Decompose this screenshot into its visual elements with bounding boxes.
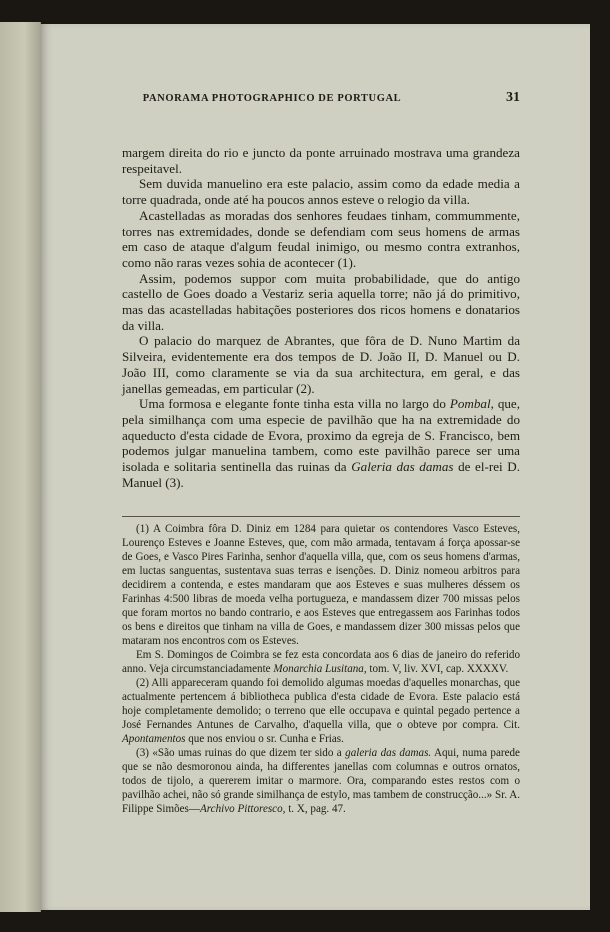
paragraph: margem direita do rio e juncto da ponte arruinado mostrava uma grandeza respeitavel. [122, 145, 520, 176]
text-run: (2) Alli appareceram quando foi demolido algumas moedas d'aquelles monarchas, que actualmente pertencem á bibliotheca publica d'esta cidade de Evora. Este palacio está hoje completamente demolido; o terreno que elle occupava e quintal pegado pertence a José Fernandes Antunes de Carvalho, d'aquella villa, que o obteve por compra. Cit. [122, 677, 520, 731]
text-run: Aqui, numa parede que se não desmoronou ainda, ha differentes janellas com columnas e outros ornatos, todos de tijolo, a quererem imitar o marmore. Ora, comparando estes restos com o pavilhão achei, não só grande similhança de estylo, mas tambem de construcção...» Sr. A. Filippe Simões— [122, 747, 520, 815]
text-run: que, pela similhança com uma especie de pavilhão que ha na extremidade do aqueducto d'esta cidade de Evora, proximo da egreja de S. Francisco, bem podemos julgar manuelina tambem, como este pavilhão parece ser uma isolada e solitaria sentinella das ruinas da [122, 396, 520, 475]
footnote-rule [122, 516, 520, 517]
running-title: PANORAMA PHOTOGRAPHICO DE PORTUGAL [142, 93, 402, 104]
footnotes [122, 522, 520, 816]
footnote-3 [122, 746, 520, 816]
page-number: 31 [506, 90, 520, 105]
italic-citation: Monarchia Lusitana, [273, 663, 367, 675]
footnote-1: (1) A Coimbra fôra D. Diniz em 1284 para quietar os contendores Vasco Esteves, Lourenço Esteves e Joanne Esteves, que, com mão armada, tentavam á força apossar-se de Goes, e Vasco Pires Farinha, senhor d'aquella villa, que, com os seus homens d'armas, em luctas sanguentas, sustentava suas terras e isenções. D. Diniz nomeou arbitros para decidirem a contenda, e estes mandaram que aos Esteves e suas mulheres déssem os Farinhas 4:500 libras de moeda velha portugueza, e mandassem dizer 700 missas pelos que foram mortos no bando contrario, e aos Esteves que entregassem aos Farinhas todos os bens e direitos que tinham na villa de Goes, e mandassem dizer 300 missas pelos que mataram nos encontros com os Esteves. [122, 523, 520, 647]
text-run: Em S. Domingos de Coimbra se fez esta concordata aos 6 dias de janeiro do referido anno. Veja circumstanciadamente [122, 649, 520, 675]
italic-place-name: Galeria das damas [351, 459, 454, 475]
paragraph: Sem duvida manuelino era este palacio, assim como da edade media a torre quadrada, onde até ha poucos annos esteve o relogio da villa. [122, 176, 520, 208]
text-run: Uma formosa e elegante fonte tinha esta villa no largo do [139, 396, 450, 412]
running-header [84, 90, 520, 109]
text-run: t. X, pag. 47. [285, 803, 346, 815]
facing-page-edge [0, 22, 41, 912]
italic-citation: Archivo Pittoresco, [199, 803, 286, 815]
italic-place-name: Pombal, [449, 396, 494, 412]
text-run: tom. V, liv. XVI, cap. XXXXV. [366, 663, 509, 675]
text-run: de el-rei D. Manuel (3). [122, 459, 520, 490]
text-run: (3) «São umas ruinas do que dizem ter sido a [136, 747, 346, 759]
footnote-1-continued [122, 648, 520, 676]
paragraph: Acastelladas as moradas dos senhores feudaes tinham, commummente, torres nas extremidades, donde se defendiam com seus homens de armas em caso de ataque d'algum feudal inimigo, ou mesmo contra extranhos, como não raras vezes sohia de acontecer (1). [122, 207, 520, 270]
footnote-2 [122, 676, 520, 746]
main-text [122, 145, 520, 490]
paragraph [122, 396, 520, 490]
italic-citation: galeria das damas. [345, 747, 432, 759]
paragraph: Assim, podemos suppor com muita probabilidade, que do antigo castello de Goes doado a Vestariz seria aquella torre; não já do primitivo, mas das acastelladas habitações posteriores dos ricos homens e donatarios da villa. [122, 270, 520, 333]
paragraph: O palacio do marquez de Abrantes, que fôra de D. Nuno Martim da Silveira, evidentemente era dos tempos de D. João II, D. Manuel ou D. João III, como claramente se via da sua architectura, em geral, e das janellas gemeadas, em particular (2). [122, 333, 520, 396]
italic-citation: Apontamentos [122, 733, 186, 745]
text-run: que nos enviou o sr. Cunha e Frias. [185, 733, 344, 745]
